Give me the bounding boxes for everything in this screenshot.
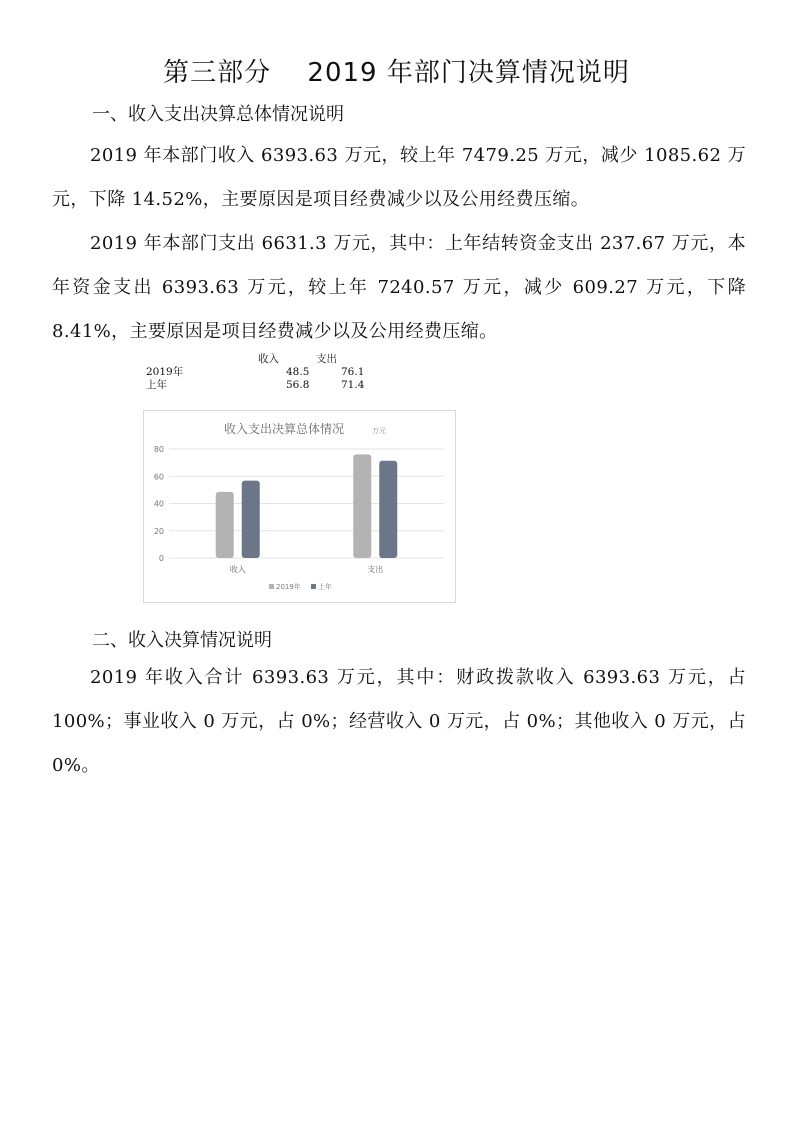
chart-unit-label: 万元 xyxy=(372,427,386,435)
section-heading-income: 二、收入决算情况说明 xyxy=(92,630,272,651)
legend-swatch xyxy=(269,584,274,589)
chart-title: 收入支出决算总体情况 xyxy=(223,422,345,436)
y-tick-label: 80 xyxy=(153,445,164,454)
y-tick-label: 40 xyxy=(153,499,164,509)
page-title: 第三部分 2019 年部门决算情况说明 xyxy=(163,58,630,88)
table-header-expenditure: 支出 xyxy=(316,353,337,365)
y-tick-label: 20 xyxy=(153,526,164,536)
bar-chart-svg xyxy=(144,411,455,602)
x-tick-label: 收入 xyxy=(229,565,246,574)
y-tick-label: 60 xyxy=(153,472,164,482)
table-cell: 56.8 xyxy=(286,379,310,391)
table-cell: 76.1 xyxy=(341,366,365,378)
bar xyxy=(242,481,260,558)
table-header-income: 收入 xyxy=(258,353,279,365)
y-tick-label: 0 xyxy=(158,554,164,563)
paragraph-expenditure: 2019 年本部门支出 6631.3 万元，其中：上年结转资金支出 237.67 万元，本年资金支出 6393.63 万元，较上年 7240.57 万元，减少 609.27 万元，下降 8.41%，主要原因是项目经费减少以及公用经费压缩。 xyxy=(52,233,746,342)
section-heading-overview: 一、收入支出决算总体情况说明 xyxy=(92,104,344,125)
bar xyxy=(353,454,371,558)
legend-label: 2019年 xyxy=(276,583,301,591)
bar xyxy=(379,461,397,558)
table-row-label: 上年 xyxy=(146,379,167,391)
paragraph-income-detail: 2019 年收入合计 6393.63 万元，其中：财政拨款收入 6393.63 万元，占 100%；事业收入 0 万元，占 0%；经营收入 0 万元，占 0%；其他收入 0 万元，占 0%。 xyxy=(52,667,746,776)
legend-swatch xyxy=(311,584,316,589)
table-cell: 48.5 xyxy=(286,366,310,378)
table-row-label: 2019年 xyxy=(146,366,184,378)
bar-chart xyxy=(143,410,456,603)
x-tick-label: 支出 xyxy=(367,565,384,574)
table-cell: 71.4 xyxy=(341,379,365,391)
legend-label: 上年 xyxy=(318,583,332,591)
paragraph-income: 2019 年本部门收入 6393.63 万元，较上年 7479.25 万元，减少 1085.62 万元，下降 14.52%，主要原因是项目经费减少以及公用经费压缩。 xyxy=(52,145,746,210)
bar xyxy=(216,492,234,558)
